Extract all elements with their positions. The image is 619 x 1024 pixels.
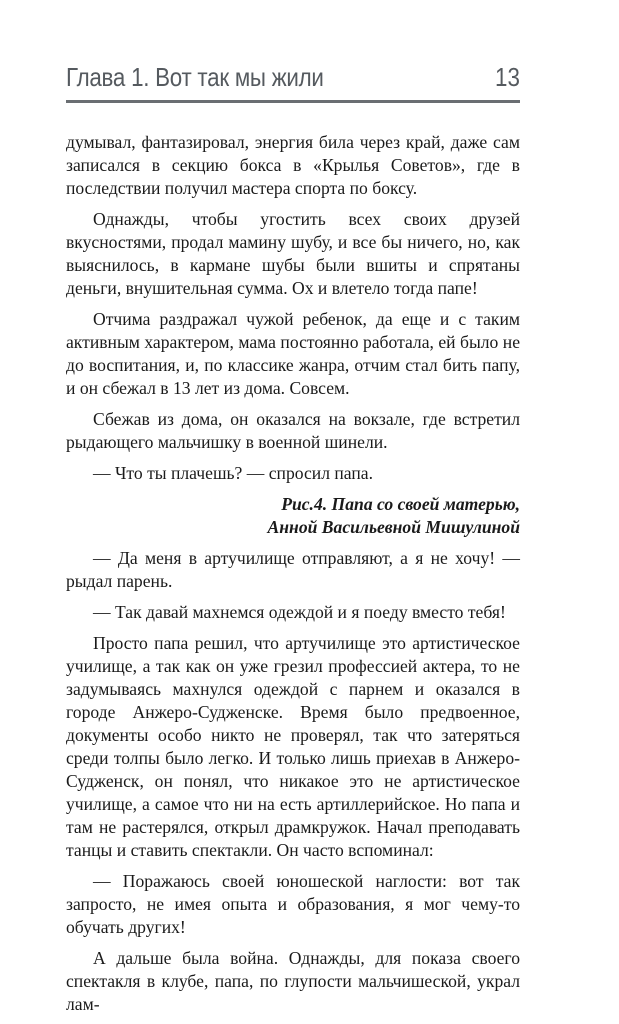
paragraph: Просто папа решил, что артучилище это артистическое училище, а так как он уже грезил профессией актера, то не задумываясь махнулся одеждой с парнем и оказался в городе Анжеро-Судженске. Время было предвоенное, документы особо никто не проверял, так что затеряться среди толпы было легко. И только лишь приехав в Анжеро-Судженск, он понял, что никакое это не артистическое училище, а самое что ни на есть артиллерийское. Но папа и там не растерялся, открыл драмкружок. Начал преподавать танцы и ставить спектакли. Он часто вспоминал: xyxy=(66,633,520,860)
dialogue-line: — Так давай махнемся одеждой и я поеду вместо тебя! xyxy=(93,602,506,622)
paragraph: Отчима раздражал чужой ребенок, да еще и с таким активным характером, мама постоянно работала, ей было не до воспитания, и, по классике жанра, отчим стал бить папу, и он сбежал в 13 лет из дома. Совсем. xyxy=(66,309,520,398)
header-divider xyxy=(66,100,520,103)
paragraph: Сбежав из дома, он оказался на вокзале, где встретил рыдающего мальчишку в военной шинели. xyxy=(66,409,520,452)
dialogue-line: — Поражаюсь своей юношеской наглости: вот так запросто, не имея опыта и образования, я мог чему-то обучать других! xyxy=(66,871,520,937)
figure-caption-line: Анной Васильевной Мишулиной xyxy=(267,517,520,537)
page-header xyxy=(66,58,520,98)
figure-caption-line: Рис.4. Папа со своей матерью, xyxy=(281,494,520,514)
paragraph: думывал, фантазировал, энергия била через край, даже сам записался в секцию бокса в «Крылья Советов», где в последствии получил мастера спорта по боксу. xyxy=(66,132,520,198)
paragraph: Однажды, чтобы угостить всех своих друзей вкусностями, продал мамину шубу, и все бы ничего, но, как выяснилось, в кармане шубы были вшиты и спрятаны деньги, внушительная сумма. Ох и влетело тогда папе! xyxy=(66,209,520,298)
dialogue-line: — Что ты плачешь? — спросил папа. xyxy=(93,463,373,483)
dialogue-line: — Да меня в артучилище отправляют, а я не хочу! — рыдал парень. xyxy=(66,548,520,591)
paragraph: А дальше была война. Однажды, для показа своего спектакля в клубе, папа, по глупости мальчишеской, украл лам- xyxy=(66,948,520,1014)
page-number: 13 xyxy=(495,62,520,92)
chapter-title: Глава 1. Вот так мы жили xyxy=(66,62,324,92)
page-body xyxy=(66,131,520,1024)
figure-caption xyxy=(66,493,520,539)
